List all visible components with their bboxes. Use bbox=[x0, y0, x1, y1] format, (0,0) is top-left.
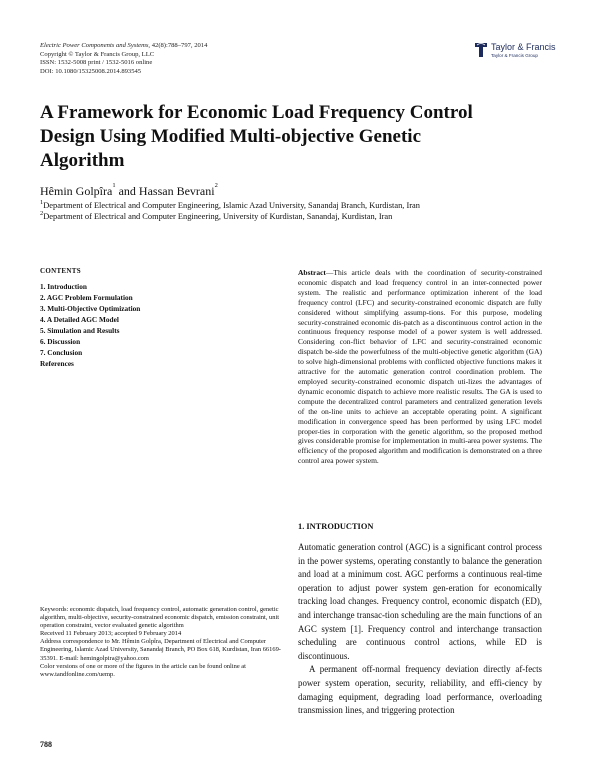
abstract-label: Abstract bbox=[298, 268, 326, 277]
affiliation-text: Department of Electrical and Computer Engineering, Islamic Azad University, Sanandaj Branch, Kurdistan, Iran bbox=[43, 201, 420, 210]
title-line: A Framework for Economic Load Frequency Control bbox=[40, 102, 473, 123]
paragraph: Automatic generation control (AGC) is a significant control process in the power systems, operating constantly to balance the generation and load at a minimum cost. AGC performs a continuous real-time operation to adjust power system gen-eration for economically tracking load changes. Frequency control, economic dispatch (ED), and interchange transac-tion scheduling are the main functions of an AGC system [1]. Frequency control and interchange transaction scheduling are continuous control actions, while ED is discontinuous. bbox=[298, 542, 542, 661]
journal-volume: , 42(8):788–797, 2014 bbox=[148, 42, 208, 49]
contents-heading: CONTENTS bbox=[40, 267, 81, 275]
issn-line: ISSN: 1532-5008 print / 1532-5016 online bbox=[40, 59, 153, 67]
publisher-name: Taylor & Francis bbox=[491, 42, 556, 52]
journal-name: Electric Power Components and Systems bbox=[40, 42, 149, 49]
footnotes bbox=[40, 606, 285, 679]
contents-item: 1. Introduction bbox=[40, 282, 87, 291]
section-heading-introduction: 1. INTRODUCTION bbox=[298, 522, 374, 531]
author-name: Hêmin Golpîra bbox=[40, 184, 113, 198]
introduction-body bbox=[298, 541, 542, 718]
author-affil-mark: 2 bbox=[214, 182, 218, 189]
affiliation-mark: 1 bbox=[40, 199, 44, 206]
publisher-group: Taylor & Francis Group bbox=[491, 53, 538, 58]
author-conjunction: and bbox=[115, 184, 139, 198]
contents-item: References bbox=[40, 359, 74, 368]
contents-item: 5. Simulation and Results bbox=[40, 326, 120, 335]
publisher-logo bbox=[474, 41, 564, 65]
contents-item: 7. Conclusion bbox=[40, 348, 83, 357]
title-line: Algorithm bbox=[40, 150, 125, 171]
affiliation-mark: 2 bbox=[40, 210, 44, 217]
contents-item: 3. Multi-Objective Optimization bbox=[40, 304, 141, 313]
received-date: Received 11 February 2013; accepted 9 February 2014 bbox=[40, 630, 182, 638]
contents-item: 2. AGC Problem Formulation bbox=[40, 293, 133, 302]
contents-item: 4. A Detailed AGC Model bbox=[40, 315, 119, 324]
keywords: Keywords: economic dispatch, load frequency control, automatic generation control, genetic algorithm, multi-objective, security-constrained economic dispatch, emission constraint, unit operation constraint, vector evaluated genetic algorithm bbox=[40, 606, 280, 630]
publisher-logo-icon bbox=[474, 42, 488, 58]
contents-item: 6. Discussion bbox=[40, 337, 81, 346]
author-list bbox=[40, 184, 218, 199]
title-line: Design Using Modified Multi-objective Genetic bbox=[40, 126, 422, 147]
color-note: Color versions of one or more of the figures in the article can be found online at www.tandfonline.com/uemp. bbox=[40, 662, 246, 678]
author-name: Hassan Bevrani bbox=[138, 184, 215, 198]
affiliation bbox=[40, 201, 420, 210]
abstract bbox=[298, 268, 542, 466]
journal-header bbox=[40, 42, 207, 76]
journal-citation bbox=[40, 42, 207, 51]
affiliation-text: Department of Electrical and Computer Engineering, University of Kurdistan, Sanandaj, Kurdistan, Iran bbox=[43, 212, 393, 221]
paragraph: A permanent off-normal frequency deviation directly af-fects power system operation, security, reliability, and effi-ciency by damaging equipment, degrading load performance, overloading transmission lines, and triggering protection bbox=[298, 664, 542, 716]
author-affil-mark: 1 bbox=[112, 182, 116, 189]
affiliation bbox=[40, 212, 392, 221]
correspondence-address: Address correspondence to Mr. Hêmin Golpîra, Department of Electrical and Computer Engineering, Islamic Azad University, Sanandaj Branch, PO Box 618, Kurdistan, Iran 66169-35391. E-mail: hemingolpira@yahoo.com bbox=[40, 638, 281, 662]
page-number: 788 bbox=[40, 740, 52, 749]
copyright-line: Copyright © Taylor & Francis Group, LLC bbox=[40, 50, 155, 58]
abstract-text: —This article deals with the coordination of security-constrained economic dispatch and load frequency control in an inter-connected power system. The realistic and performance optimization inherent of the load frequency control (LFC) and security-constrained economic dispatch are fully considered without simplifying assump-tions. For this purpose, modeling security-constrained economic dis-patch as a discontinuous control action in the continuous frequency response model of a power system is well addressed. Considering con-flict behavior of LFC and security-constrained economic dispatch be-side the powerfulness of the multi-objective genetic algorithm (GA) to solve high-dimensional problems with conflicted objective functions makes it attractive for the automatic generation control coordination problem. The employed security-constrained economic dispatch uti-lizes the advantages of dynamic economic dispatch to achieve more realistic results. The GA is used to compute the decentralized control parameters and centralized generation levels of the on-line units to achieve an acceptable operating point. A significant modification in convergence speed has been performed by using LFC model proper-ties in corporation with the genetic algorithm, so the proposed method gives considerable promise for implementation in multi-area power systems. The efficiency of the proposed algorithm and modification is demonstrated on a three control area power system. bbox=[298, 268, 542, 466]
doi-line: DOI: 10.1080/15325008.2014.893545 bbox=[40, 67, 142, 75]
article-title bbox=[40, 101, 560, 173]
contents-list bbox=[40, 266, 140, 369]
